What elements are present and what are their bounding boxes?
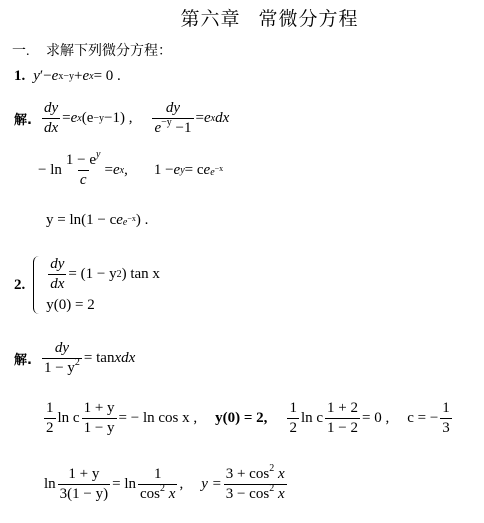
section-number: 一.	[12, 44, 30, 59]
term: = (1 − y	[68, 266, 117, 282]
exponent: −x	[214, 163, 224, 173]
numerator: 1 + y	[68, 466, 100, 482]
solution-2-result	[44, 463, 289, 503]
fraction	[138, 466, 177, 503]
op: =	[195, 110, 204, 126]
term: ln c	[57, 410, 80, 426]
term: ) .	[135, 212, 149, 228]
chapter-title	[0, 4, 484, 31]
fraction	[48, 256, 66, 293]
fraction	[152, 100, 193, 137]
term: (e	[81, 110, 94, 126]
exponent: y	[96, 149, 101, 160]
section-text: 求解下列微分方程：	[46, 44, 172, 59]
exponent: y	[180, 164, 185, 176]
exponent: 2	[269, 483, 275, 494]
term: = ln	[112, 476, 137, 492]
var: e	[154, 120, 162, 136]
denominator: 2	[46, 420, 54, 436]
equation-system	[33, 256, 160, 314]
op: =	[104, 162, 113, 178]
var: e	[203, 162, 211, 178]
term: −1	[171, 120, 192, 136]
term: cos	[140, 486, 161, 502]
term: = 0 ,	[361, 410, 390, 426]
chapter-number: 第六章	[180, 9, 241, 30]
exponent: −x	[127, 213, 136, 223]
var: e	[173, 162, 181, 178]
denominator: dx	[50, 276, 65, 292]
term: − ln	[38, 162, 62, 178]
fraction	[224, 463, 287, 503]
term: −1) ,	[104, 110, 133, 126]
var: x	[274, 466, 285, 482]
solution-1-label: 解.	[14, 113, 32, 128]
var: e	[51, 68, 59, 84]
term: ) tan x	[121, 266, 160, 282]
solution-2-step-2	[42, 400, 454, 437]
left-brace	[33, 256, 42, 314]
term: c = −	[407, 410, 439, 426]
var: y =	[201, 476, 222, 492]
exponent: 2	[269, 463, 275, 474]
op: = 0 .	[93, 68, 121, 84]
fraction	[440, 400, 452, 437]
numerator: dy	[43, 100, 59, 116]
denominator: dx	[43, 120, 59, 136]
exponent: e	[122, 216, 128, 228]
term: 3 + cos	[225, 466, 270, 482]
term: 1 −	[153, 162, 174, 178]
denominator: 1 − 2	[327, 420, 358, 436]
denominator	[152, 118, 193, 137]
section-heading	[12, 40, 172, 60]
term: 1 − e	[65, 152, 97, 168]
chapter-name: 常微分方程	[258, 9, 359, 30]
exponent: x	[119, 164, 125, 176]
var: e	[82, 68, 90, 84]
denominator: 2	[289, 420, 297, 436]
system-equation-2: y(0) = 2	[46, 297, 95, 313]
numerator: dy	[50, 256, 65, 272]
op: ′−	[39, 68, 52, 84]
fraction	[325, 400, 360, 437]
fraction	[82, 400, 117, 437]
op: ,	[124, 162, 128, 178]
numerator: 1 + y	[83, 400, 115, 416]
system-equation-1: $\frac{dy}{dx}$ = (1 − y 2 ) tan x	[50, 256, 160, 292]
denominator: 3	[442, 420, 450, 436]
denominator: 1 − y	[83, 420, 115, 436]
op: +	[73, 68, 83, 84]
var: xdx	[114, 350, 136, 366]
solution-2-label: 解.	[14, 353, 32, 368]
problem-2-label: 2.	[14, 276, 26, 293]
initial-condition: y(0) = 2,	[215, 410, 268, 426]
term: 3 − cos	[225, 486, 270, 502]
var: e	[112, 162, 120, 178]
exponent: x	[77, 112, 82, 124]
term: ln c	[300, 410, 324, 426]
fraction	[64, 149, 103, 189]
op: =	[62, 110, 71, 126]
exponent: e	[210, 166, 215, 178]
exponent: x	[210, 112, 216, 124]
exponent: x	[89, 70, 94, 82]
fraction	[42, 100, 60, 137]
exponent: 2	[160, 483, 166, 494]
term: y = ln(1 − c	[46, 212, 117, 228]
denominator: 3(1 − y)	[59, 486, 109, 502]
numerator	[64, 149, 103, 170]
var: x	[274, 486, 285, 502]
var: dx	[215, 110, 230, 126]
numerator: 1	[153, 466, 162, 482]
solution-1-step-1: 解. $\frac{dy}{dx}$ = e x (e −y −1) , $\frac{dy}{e^{-y} -1}$ = e x dx	[14, 100, 230, 136]
fraction-half	[44, 400, 56, 437]
solution-1-step-2	[38, 149, 224, 189]
denominator: c	[79, 172, 87, 188]
numerator: 1 + 2	[327, 400, 358, 416]
term: = tan	[83, 350, 115, 366]
term: = c	[184, 162, 204, 178]
var: e	[70, 110, 78, 126]
numerator: 1	[46, 400, 54, 416]
numerator: dy	[165, 100, 181, 116]
denominator	[42, 358, 82, 377]
var: y	[33, 68, 40, 84]
numerator	[224, 463, 287, 484]
fraction	[42, 340, 82, 377]
numerator: 1	[442, 400, 450, 416]
problem-1-equation: 1. y ′− e x−y + e x = 0 .	[14, 68, 121, 84]
solution-2-step-1	[14, 340, 135, 377]
denominator	[224, 484, 287, 503]
problem-1-label: 1.	[14, 68, 26, 84]
denominator	[138, 484, 177, 503]
var: x	[165, 486, 176, 502]
problem-2-system	[14, 256, 160, 314]
exponent: −y	[161, 117, 172, 128]
fraction	[58, 466, 110, 503]
term: = − ln cos x ,	[118, 410, 198, 426]
numerator: dy	[54, 340, 70, 356]
op: ,	[179, 476, 184, 492]
solution-1-result	[46, 212, 148, 229]
numerator: 1	[289, 400, 297, 416]
var: e	[203, 110, 211, 126]
term: ln	[44, 476, 56, 492]
exponent: 2	[74, 357, 80, 368]
term: 1 − y	[43, 360, 75, 376]
fraction-half	[287, 400, 299, 437]
var: e	[116, 212, 123, 228]
